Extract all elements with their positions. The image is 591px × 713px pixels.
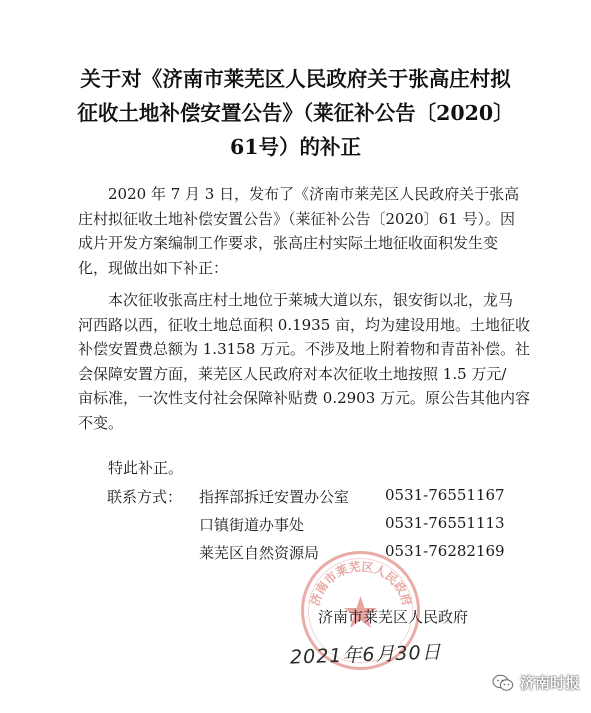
- paragraph-line: 2020 年 7 月 3 日，发布了《济南市莱芜区人民政府关于张高: [108, 185, 520, 203]
- watermark: [492, 672, 580, 693]
- contact-label: 联系方式：: [107, 488, 183, 506]
- contact-name: 口镇街道办事处: [199, 516, 305, 534]
- closing-line: [78, 456, 524, 481]
- handwritten-date: 2021年6月30日: [289, 641, 443, 669]
- contact-phone: 0531-76551167: [385, 486, 505, 504]
- contact-phone: 0531-76282169: [385, 542, 505, 560]
- paragraph-line: 会保障安置方面，莱芜区人民政府对本次征收土地按照 1.5 万元/: [78, 364, 507, 383]
- paragraph-line: 本次征收张高庄村土地位于莱城大道以东，银安街以北，龙马: [108, 291, 514, 309]
- paragraph-line: 不变。: [78, 413, 124, 432]
- notice-title: [30, 62, 561, 164]
- paragraph-line: 成片开发方案编制工作要求，张高庄村实际土地征收面积发生变: [78, 234, 499, 253]
- wechat-icon: [492, 674, 514, 692]
- watermark-text: 济南时报: [520, 674, 581, 692]
- paragraph-line: 河西路以西，征收土地总面积 0.1935 亩，均为建设用地。土地征收: [78, 315, 531, 334]
- title-line: 征收土地补偿安置公告》（莱征补公告〔2020〕: [77, 101, 514, 125]
- signer-organization: 济南市莱芜区人民政府: [318, 608, 469, 626]
- paragraph-line: 化，现做出如下补正：: [78, 258, 229, 277]
- paragraph-details: [78, 288, 531, 436]
- contact-phone: 0531-76551113: [385, 514, 505, 532]
- paragraph-line: 补偿安置费总额为 1.3158 万元。不涉及地上附着物和青苗补偿。社: [78, 340, 531, 359]
- closing-text: 特此补正。: [108, 459, 184, 477]
- title-line: 关于对《济南市莱芜区人民政府关于张高庄村拟: [80, 67, 511, 91]
- title-line: 61号）的补正: [229, 135, 362, 159]
- seal-text: 济南市莱芜区人民政府: [307, 559, 415, 608]
- paragraph-line: 庄村拟征收土地补偿安置公告》（莱征补公告〔2020〕61 号）。因: [78, 209, 516, 228]
- paragraph-announcement: [78, 182, 524, 280]
- contact-name: 莱芜区自然资源局: [199, 544, 320, 562]
- paragraph-line: 亩标准，一次性支付社会保障补贴费 0.2903 万元。原公告其他内容: [78, 389, 531, 408]
- contact-name: 指挥部拆迁安置办公室: [199, 488, 350, 506]
